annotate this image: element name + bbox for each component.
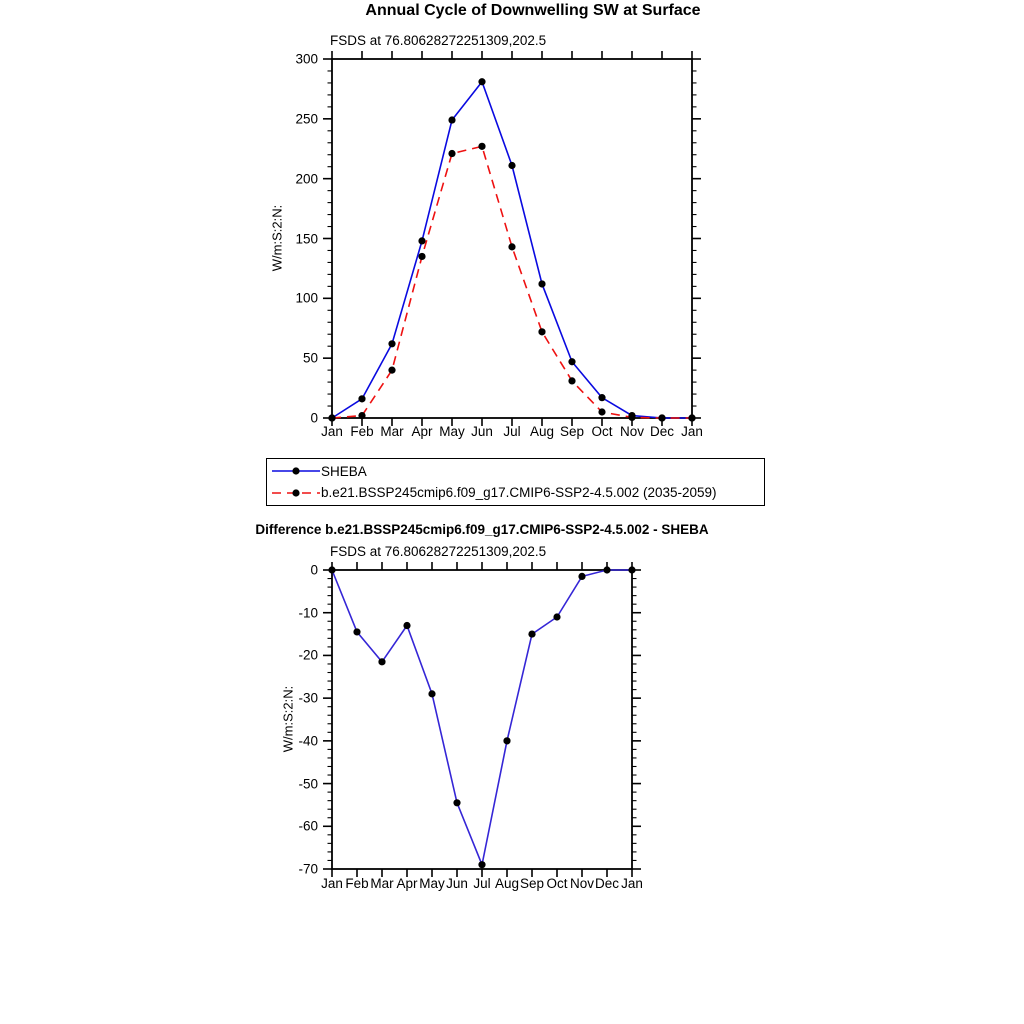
legend: [266, 458, 765, 506]
bottom-chart-y-axis-title: W/m:S:2:N:: [280, 685, 296, 753]
data-point-marker: [568, 358, 575, 365]
y-tick-label: -70: [298, 861, 318, 877]
data-point-marker: [478, 78, 485, 85]
y-tick-label: 0: [310, 410, 318, 426]
x-tick-label: Aug: [529, 424, 555, 439]
x-tick-label: Mar: [370, 876, 394, 891]
data-point-marker: [508, 162, 515, 169]
data-point-marker: [538, 328, 545, 335]
x-tick-label: Nov: [569, 876, 595, 891]
data-point-marker: [628, 414, 635, 421]
axis-frame: [332, 570, 632, 869]
data-point-marker: [478, 143, 485, 150]
x-tick-label: Apr: [411, 424, 433, 439]
x-tick-label: Sep: [519, 876, 545, 891]
data-point-marker: [553, 613, 560, 620]
x-tick-label: Jul: [473, 876, 491, 891]
data-point-marker: [603, 566, 610, 573]
y-tick-label: -30: [298, 690, 318, 706]
x-tick-label: May: [419, 876, 445, 891]
data-point-marker: [388, 340, 395, 347]
data-point-marker: [658, 414, 665, 421]
x-tick-label: Oct: [546, 876, 568, 891]
top-chart-title: Annual Cycle of Downwelling SW at Surface: [365, 2, 701, 19]
x-tick-label: Jan: [321, 424, 343, 439]
legend-entry-model: [267, 482, 764, 503]
x-tick-label: Jul: [503, 424, 521, 439]
x-tick-label: Dec: [649, 424, 675, 439]
y-tick-label: -60: [298, 818, 318, 834]
data-point-marker: [328, 566, 335, 573]
x-tick-label: Feb: [345, 876, 369, 891]
legend-line-sample-sheba: [271, 464, 321, 478]
y-tick-label: -50: [298, 776, 318, 792]
data-point-marker: [328, 414, 335, 421]
data-point-marker: [528, 630, 535, 637]
data-point-marker: [598, 408, 605, 415]
x-tick-label: Jan: [681, 424, 703, 439]
top-chart-subtitle: FSDS at 76.80628272251309,202.5: [330, 33, 547, 48]
data-point-marker: [448, 150, 455, 157]
y-tick-label: -20: [298, 647, 318, 663]
y-tick-label: 50: [302, 350, 318, 366]
data-point-marker: [418, 237, 425, 244]
x-tick-label: Mar: [380, 424, 404, 439]
x-tick-label: May: [439, 424, 465, 439]
y-tick-label: 200: [295, 171, 318, 187]
data-point-marker: [403, 622, 410, 629]
data-point-marker: [353, 628, 360, 635]
x-tick-label: Jun: [471, 424, 493, 439]
bottom-chart-subtitle: FSDS at 76.80628272251309,202.5: [330, 544, 547, 559]
series-line-difference: [332, 570, 632, 865]
bottom-chart-title: Difference b.e21.BSSP245cmip6.f09_g17.CMIP6-SSP2-4.5.002 - SHEBA: [255, 522, 709, 537]
x-tick-label: Feb: [350, 424, 374, 439]
x-tick-label: Dec: [594, 876, 620, 891]
data-point-marker: [568, 377, 575, 384]
data-point-marker: [388, 367, 395, 374]
axis-frame: [332, 59, 692, 418]
y-tick-label: 0: [310, 562, 318, 578]
x-tick-label: Jan: [321, 876, 343, 891]
data-point-marker: [453, 799, 460, 806]
top-chart-y-axis-title: W/m:S:2:N:: [269, 204, 285, 272]
x-tick-label: Aug: [494, 876, 520, 891]
data-point-marker: [358, 395, 365, 402]
x-tick-label: Oct: [591, 424, 613, 439]
data-point-marker: [478, 861, 485, 868]
x-tick-label: Nov: [619, 424, 645, 439]
data-point-marker: [538, 280, 545, 287]
y-tick-label: 100: [295, 290, 318, 306]
series-line-b-e21-bssp245cmip6-f09-g17-cmi: [332, 146, 692, 418]
data-point-marker: [688, 414, 695, 421]
legend-entry-sheba: [267, 461, 764, 482]
legend-line-sample-model: [271, 486, 321, 500]
data-point-marker: [378, 658, 385, 665]
data-point-marker: [448, 116, 455, 123]
data-point-marker: [628, 566, 635, 573]
data-point-marker: [428, 690, 435, 697]
legend-label-model: b.e21.BSSP245cmip6.f09_g17.CMIP6-SSP2-4.5.002 (2035-2059): [321, 485, 717, 501]
data-point-marker: [598, 394, 605, 401]
data-point-marker: [503, 737, 510, 744]
y-tick-label: 150: [295, 231, 318, 246]
legend-label-sheba: SHEBA: [321, 463, 367, 479]
data-point-marker: [508, 243, 515, 250]
data-point-marker: [418, 253, 425, 260]
y-tick-label: 250: [295, 111, 318, 127]
y-tick-label: -40: [298, 733, 318, 749]
x-tick-label: Jan: [621, 876, 643, 891]
data-point-marker: [358, 412, 365, 419]
x-tick-label: Sep: [559, 424, 585, 439]
y-tick-label: -10: [298, 605, 318, 621]
y-tick-label: 300: [295, 51, 318, 67]
x-tick-label: Jun: [446, 876, 468, 891]
data-point-marker: [578, 573, 585, 580]
x-tick-label: Apr: [396, 876, 418, 891]
